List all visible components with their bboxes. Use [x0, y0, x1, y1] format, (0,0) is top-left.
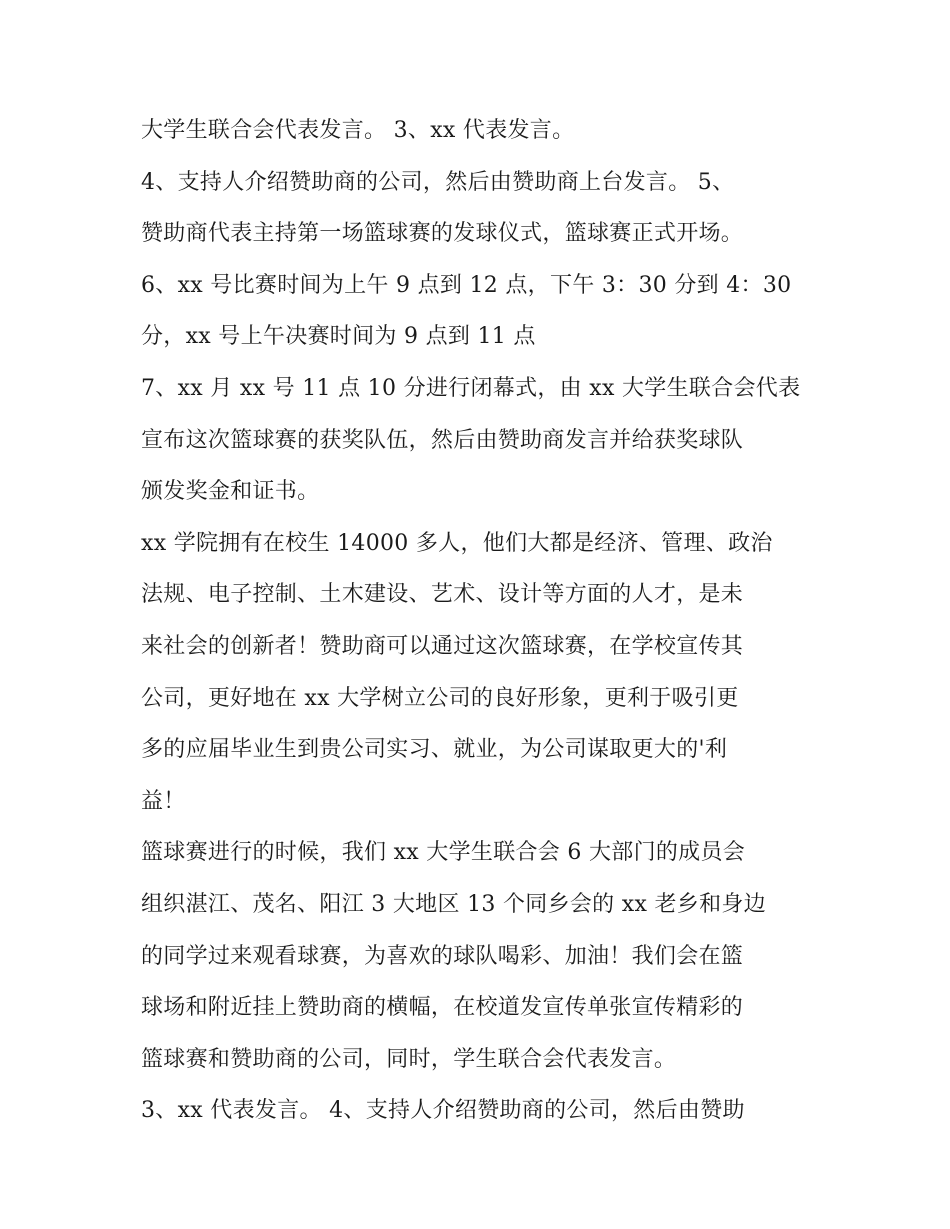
- text-line-5: 分，xx 号上午决赛时间为 9 点到 11 点: [141, 324, 536, 350]
- text-line-14: 益！: [141, 788, 186, 814]
- body-text: [141, 105, 821, 1137]
- text-line-17: 的同学过来观看球赛，为喜欢的球队喝彩、加油！我们会在篮: [141, 943, 744, 969]
- text-line-16: 组织湛江、茂名、阳江 3 大地区 13 个同乡会的 xx 老乡和身边: [141, 891, 766, 917]
- text-line-11: 来社会的创新者！赞助商可以通过这次篮球赛，在学校宣传其: [141, 633, 744, 659]
- text-line-10: 法规、电子控制、土木建设、艺术、设计等方面的人才，是未: [141, 582, 744, 608]
- text-line-12: 公司，更好地在 xx 大学树立公司的良好形象，更利于吸引更: [141, 685, 739, 711]
- text-line-15: 篮球赛进行的时候，我们 xx 大学生联合会 6 大部门的成员会: [141, 840, 746, 866]
- text-line-20: 3、xx 代表发言。 4、支持人介绍赞助商的公司，然后由赞助: [141, 1098, 745, 1124]
- text-line-3: 赞助商代表主持第一场篮球赛的发球仪式，篮球赛正式开场。: [141, 221, 744, 247]
- text-line-1: 大学生联合会代表发言。 3、xx 代表发言。: [141, 118, 575, 143]
- text-line-4: 6、xx 号比赛时间为上午 9 点到 12 点，下午 3：30 分到 4：30: [141, 272, 792, 298]
- text-line-2: 4、支持人介绍赞助商的公司，然后由赞助商上台发言。 5、: [141, 169, 735, 195]
- text-line-9: xx 学院拥有在校生 14000 多人，他们大都是经济、管理、政治: [141, 530, 773, 556]
- text-line-19: 篮球赛和赞助商的公司，同时，学生联合会代表发言。: [141, 1046, 677, 1072]
- text-line-6: 7、xx 月 xx 号 11 点 10 分进行闭幕式，由 xx 大学生联合会代表: [141, 375, 801, 401]
- text-line-7: 宣布这次篮球赛的获奖队伍，然后由赞助商发言并给获奖球队: [141, 427, 744, 453]
- text-line-18: 球场和附近挂上赞助商的横幅，在校道发宣传单张宣传精彩的: [141, 995, 744, 1021]
- text-line-13: 多的应届毕业生到贵公司实习、就业，为公司谋取更大的'利: [141, 737, 728, 763]
- text-line-8: 颁发奖金和证书。: [141, 479, 320, 505]
